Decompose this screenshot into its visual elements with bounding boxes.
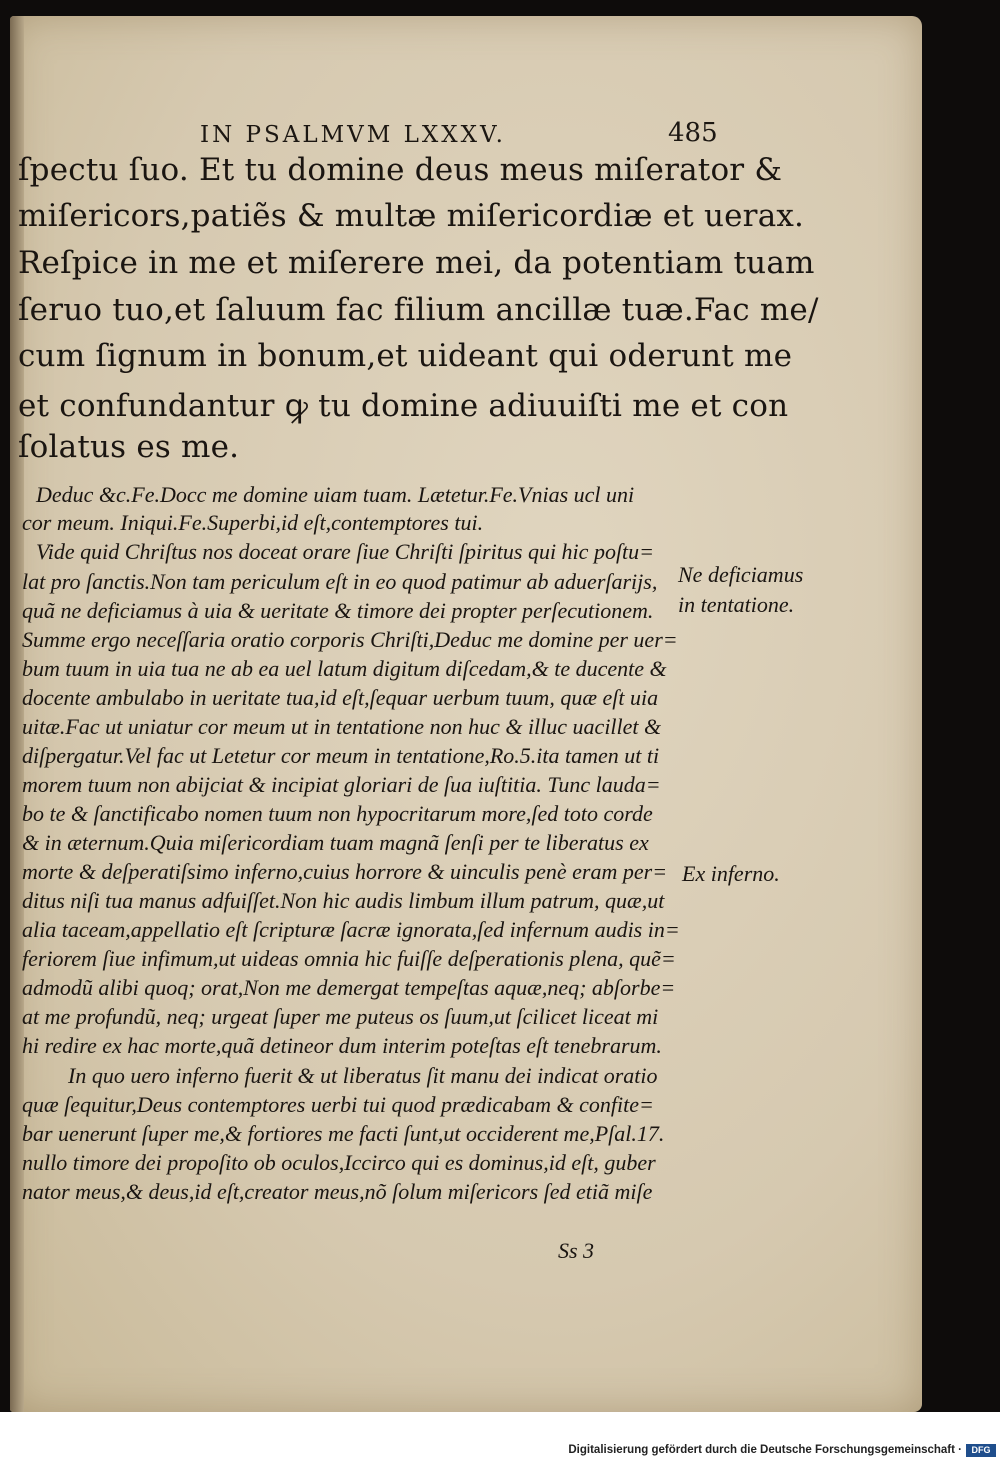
commentary-line: Deduc &c.Fe.Docc me domine uiam tuam. Lætetur.Fe.Vnias ucl uni	[36, 482, 635, 507]
commentary-line: alia taceam,appellatio eſt ſcripturæ ſacræ ignorata,ſed infernum audis in=	[22, 917, 680, 942]
signature-mark: Ss 3	[558, 1238, 595, 1263]
commentary-line: admodũ alibi quoq; orat,Non me demergat tempeſtas aquæ,neq; abſorbe=	[22, 975, 676, 1000]
commentary-line: nullo timore dei propoſito ob oculos,Iccirco qui es dominus,id eſt, guber	[22, 1150, 656, 1175]
psalm-line: ſpectu ſuo. Et tu domine deus meus miſerator &	[18, 152, 783, 188]
psalm-line: Reſpice in me et miſerere mei, da potentiam tuam	[18, 245, 815, 281]
commentary-line: quã ne deficiamus à uia & ueritate & timore dei propter perſecutionem.	[22, 598, 654, 623]
page-header	[10, 114, 922, 154]
commentary-line: lat pro ſanctis.Non tam periculum eſt in eo quod patimur ab aduerſarijs,	[22, 569, 658, 594]
psalm-line: et confundantur ꝙ tu domine adiuuiſti me et con	[18, 388, 789, 424]
commentary-line: docente ambulabo in ueritate tua,id eſt,ſequar uerbum tuum, quæ eſt uia	[22, 685, 659, 710]
book-page	[10, 16, 922, 1412]
commentary-line: hi redire ex hac morte,quã detineor dum interim poteſtas eſt tenebrarum.	[22, 1033, 662, 1058]
commentary-line: ditus niſi tua manus adfuiſſet.Non hic audis limbum illum patrum, quæ,ut	[22, 888, 665, 913]
commentary-line: at me profundũ, neq; urgeat ſuper me puteus os ſuum,ut ſcilicet liceat mi	[22, 1004, 659, 1029]
psalm-line: miſericors,patiẽs & multæ miſericordiæ et uerax.	[18, 198, 805, 234]
commentary-line: & in æternum.Quia miſericordiam tuam magnã ſenſi per te liberatus ex	[22, 830, 649, 855]
commentary-line: quæ ſequitur,Deus contemptores uerbi tui quod prædicabam & confite=	[22, 1092, 654, 1117]
folio-number: 485	[668, 118, 718, 148]
running-head: IN PSALMVM LXXXV.	[200, 122, 506, 148]
commentary-line: feriorem ſiue infimum,ut uideas omnia hic fuiſſe deſperationis plena, quẽ=	[22, 946, 676, 971]
commentary-line: diſpergatur.Vel fac ut Letetur cor meum in tentatione,Ro.5.ita tamen ut ti	[22, 743, 660, 768]
commentary-line: cor meum. Iniqui.Fe.Superbi,id eſt,contemptores tui.	[22, 510, 484, 535]
marginal-note: in tentatione.	[678, 592, 795, 617]
commentary-line: morem tuum non abijciat & incipiat gloriari de ſua iuſtitia. Tunc lauda=	[22, 772, 661, 797]
funding-credit: Digitalisierung gefördert durch die Deutsche Forschungsgemeinschaft ·	[568, 1444, 962, 1456]
commentary-line: bum tuum in uia tua ne ab ea uel latum digitum diſcedam,& te ducente &	[22, 656, 667, 681]
commentary-line: bo te & ſanctificabo nomen tuum non hypocritarum more,ſed toto corde	[22, 801, 653, 826]
marginal-note: Ex inferno.	[682, 861, 780, 886]
psalm-line: cum ſignum in bonum,et uideant qui oderunt me	[18, 338, 793, 374]
psalm-line: ſeruo tuo,et ſaluum fac filium ancillæ tuæ.Fac me/	[18, 292, 819, 328]
commentary-line: morte & deſperatiſsimo inferno,cuius horrore & uinculis penè eram per=	[22, 859, 668, 884]
commentary-line: nator meus,& deus,id eſt,creator meus,nõ ſolum miſericors ſed etiã miſe	[22, 1179, 653, 1204]
commentary-line: bar uenerunt ſuper me,& fortiores me facti ſunt,ut occiderent me,Pſal.17.	[22, 1121, 665, 1146]
commentary-line: uitæ.Fac ut uniatur cor meum ut in tentatione non huc & illuc uacillet &	[22, 714, 662, 739]
marginal-note: Ne deficiamus	[678, 562, 804, 587]
commentary-line: Vide quid Chriſtus nos doceat orare ſiue Chriſti ſpiritus qui hic poſtu=	[36, 539, 655, 564]
psalm-line: ſolatus es me.	[18, 429, 240, 465]
footer-bar	[0, 1412, 1000, 1462]
commentary-line: In quo uero inferno fuerit & ut liberatus ſit manu dei indicat oratio	[68, 1063, 658, 1088]
commentary-line: Summe ergo neceſſaria oratio corporis Chriſti,Deduc me domine per uer=	[22, 627, 678, 652]
dfg-logo-icon: DFG	[966, 1444, 996, 1457]
